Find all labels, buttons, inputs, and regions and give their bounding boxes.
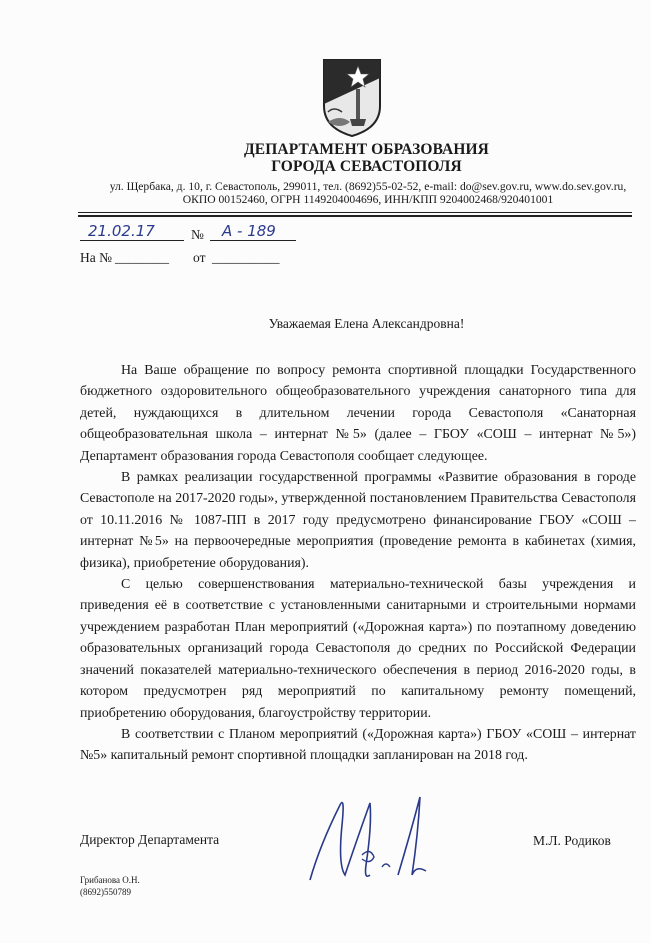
letterhead-divider-thin bbox=[78, 212, 632, 213]
paragraph-1: На Ваше обращение по вопросу ремонта спортивной площадки Государственного бюджетного оздоровительного общеобразовательного учреждения санаторного типа для детей, нуждающихся в длительном лечении города Севастополя «Санаторная общеобразовательная школа – интернат №5» (далее – ГБОУ «СОШ – интернат №5») Департамент образования города Севастополя сообщает следующее. bbox=[80, 363, 636, 464]
from-label: от bbox=[193, 250, 206, 265]
contacts-line1: ул. Щербака, д. 10, г. Севастополь, 299011, тел. (8692)55-02-52, e-mail: do@sev.gov.ru, www.do.sev.gov.ru, bbox=[109, 180, 627, 193]
signer-title: Директор Департамента bbox=[80, 832, 220, 847]
sevastopol-coat-of-arms-icon bbox=[320, 56, 384, 138]
reference-blank: ________ bbox=[115, 250, 169, 265]
salutation: Уважаемая Елена Александровна! bbox=[268, 316, 465, 331]
reference-label: На № bbox=[80, 250, 112, 265]
date-underline bbox=[80, 240, 184, 241]
number-underline bbox=[210, 240, 296, 241]
paragraph-2: В рамках реализации государственной программы «Развитие образования в городе Севастополе на 2017-2020 годы», утвержденной постановлением Правительства Севастополя от 10.11.2016 № 1087-ПП в 2017 году предусмотрено финансирование ГБОУ «СОШ – интернат №5» на первоочередные мероприятия (проведение ремонта в кабинетах (химия, физика), приобретение оборудования). bbox=[80, 470, 636, 571]
contacts-line2: ОКПО 00152460, ОГРН 1149204004696, ИНН/КПП 9204002468/920401001 bbox=[182, 193, 554, 206]
number-label: № bbox=[191, 227, 204, 242]
org-name-line1: ДЕПАРТАМЕНТ ОБРАЗОВАНИЯ bbox=[244, 141, 489, 158]
executor-phone: (8692)550789 bbox=[80, 887, 131, 897]
paragraph-3: С целью совершенствования материально-технической базы учреждения и приведения её в соответствие с установленными санитарными и строительными нормами учреждением разработан План мероприятий («Дорожная карта») по поэтапному доведению образовательных организаций города Севастополя до средних по Российской Федерации значений показателей материально-технического обеспечения в период 2016-2020 годы, в котором предусмотрен ряд мероприятий по капитальному ремонту помещений, приобретению оборудования, благоустройству территории. bbox=[80, 577, 636, 721]
executor-name: Грибанова О.Н. bbox=[80, 875, 140, 885]
handwritten-signature bbox=[300, 785, 450, 895]
signer-name: М.Л. Родиков bbox=[533, 833, 611, 848]
handwritten-number: А - 189 bbox=[222, 222, 276, 240]
org-name-line2: ГОРОДА СЕВАСТОПОЛЯ bbox=[271, 158, 462, 175]
handwritten-date: 21.02.17 bbox=[88, 222, 155, 240]
letterhead-divider-thick bbox=[78, 215, 632, 217]
from-blank: __________ bbox=[212, 250, 280, 265]
letter-body bbox=[80, 360, 636, 767]
paragraph-4: В соответствии с Планом мероприятий («Дорожная карта») ГБОУ «СОШ – интернат №5» капитальный ремонт спортивной площадки запланирован на 2018 год. bbox=[80, 726, 636, 764]
